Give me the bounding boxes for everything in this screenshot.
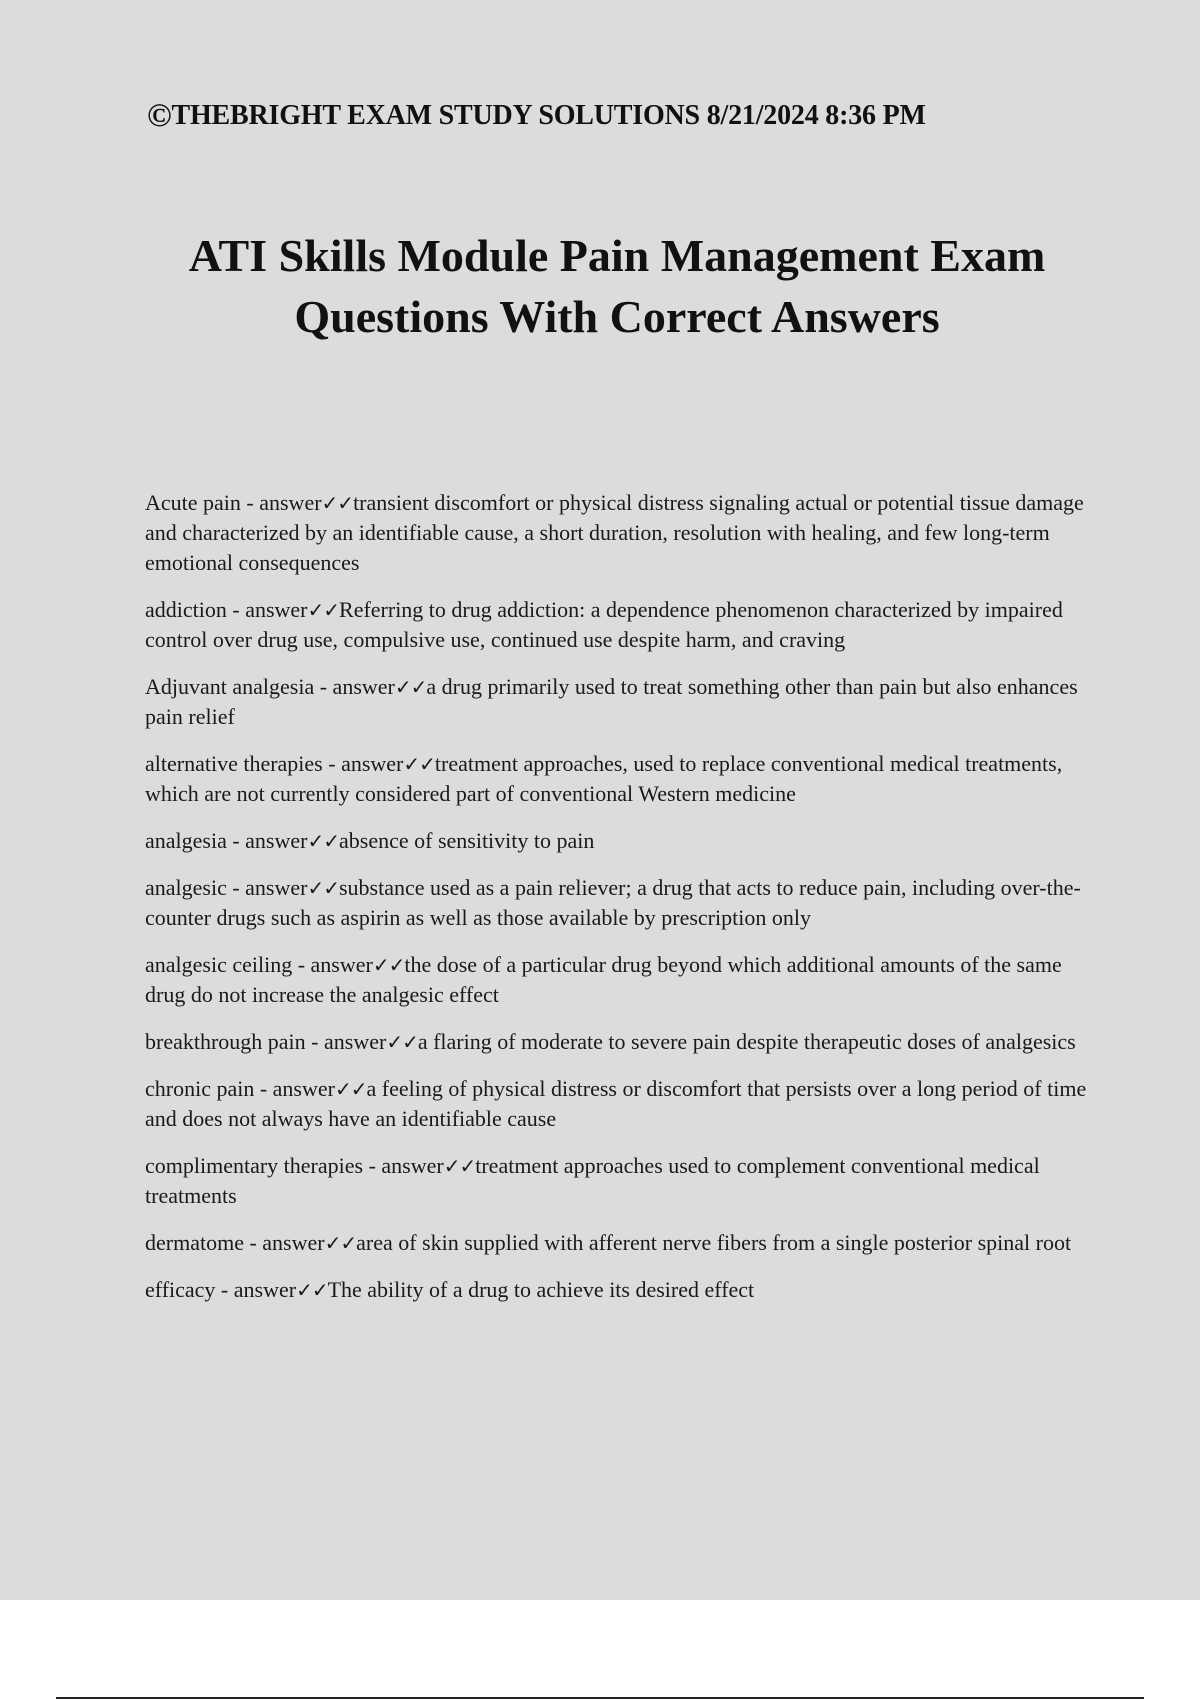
qa-item xyxy=(145,488,1090,578)
qa-item xyxy=(145,826,1090,856)
qa-term: efficacy - answer xyxy=(145,1277,297,1302)
qa-item xyxy=(145,1027,1090,1057)
double-check-icon: ✓✓ xyxy=(443,1154,476,1178)
qa-term: complimentary therapies - answer xyxy=(145,1153,444,1178)
document-title xyxy=(120,225,1114,347)
qa-definition: transient discomfort or physical distress signaling actual or potential tissue damage and characterized by an identifiable cause, a short duration, resolution with healing, and few long-term emotional consequences xyxy=(145,490,1084,575)
qa-definition: treatment approaches used to complement conventional medical treatments xyxy=(145,1153,1040,1208)
qa-item xyxy=(145,595,1090,655)
qa-definition: The ability of a drug to achieve its desired effect xyxy=(327,1277,755,1302)
qa-item xyxy=(145,873,1090,933)
qa-item xyxy=(145,1275,1090,1305)
title-line-1: ATI Skills Module Pain Management Exam xyxy=(188,230,1046,281)
double-check-icon: ✓✓ xyxy=(403,752,435,776)
qa-definition: a flaring of moderate to severe pain despite therapeutic doses of analgesics xyxy=(417,1029,1076,1054)
double-check-icon: ✓✓ xyxy=(296,1278,328,1302)
qa-item xyxy=(145,1228,1090,1258)
qa-definition: a drug primarily used to treat something other than pain but also enhances pain relief xyxy=(145,674,1078,729)
double-check-icon: ✓✓ xyxy=(307,829,339,853)
footer-divider xyxy=(56,1697,1144,1699)
qa-definition: Referring to drug addiction: a dependence phenomenon characterized by impaired control over drug use, compulsive use, continued use despite harm, and craving xyxy=(145,597,1063,652)
title-line-2: Questions With Correct Answers xyxy=(294,291,940,342)
qa-term: chronic pain - answer xyxy=(145,1076,335,1101)
header-text: THEBRIGHT EXAM STUDY SOLUTIONS 8/21/2024 8:36 PM xyxy=(171,100,926,131)
qa-term: analgesia - answer xyxy=(145,828,308,853)
qa-term: analgesic - answer xyxy=(145,875,308,900)
double-check-icon: ✓✓ xyxy=(324,1231,357,1255)
qa-list xyxy=(145,488,1090,1322)
qa-item xyxy=(145,672,1090,732)
double-check-icon: ✓✓ xyxy=(307,876,339,900)
double-check-icon: ✓✓ xyxy=(372,953,405,977)
double-check-icon: ✓✓ xyxy=(321,491,354,515)
double-check-icon: ✓✓ xyxy=(334,1077,367,1101)
qa-term: addiction - answer xyxy=(145,597,308,622)
qa-term: analgesic ceiling - answer xyxy=(145,952,373,977)
qa-definition: substance used as a pain reliever; a drug that acts to reduce pain, including over-the-counter drugs such as aspirin as well as those available by prescription only xyxy=(145,875,1081,930)
qa-term: alternative therapies - answer xyxy=(145,751,404,776)
qa-definition: absence of sensitivity to pain xyxy=(339,828,595,853)
qa-term: Adjuvant analgesia - answer xyxy=(145,674,395,699)
qa-term: Acute pain - answer xyxy=(145,490,322,515)
double-check-icon: ✓✓ xyxy=(394,675,427,699)
qa-definition: a feeling of physical distress or discomfort that persists over a long period of time and does not always have an identifiable cause xyxy=(145,1076,1087,1131)
page-header xyxy=(147,98,926,135)
qa-term: dermatome - answer xyxy=(145,1230,325,1255)
qa-definition: treatment approaches, used to replace conventional medical treatments, which are not currently considered part of conventional Western medicine xyxy=(145,751,1063,806)
double-check-icon: ✓✓ xyxy=(386,1030,418,1054)
qa-term: breakthrough pain - answer xyxy=(145,1029,387,1054)
qa-definition: the dose of a particular drug beyond which additional amounts of the same drug do not increase the analgesic effect xyxy=(145,952,1062,1007)
qa-item xyxy=(145,950,1090,1010)
qa-item xyxy=(145,749,1090,809)
copyright-icon: © xyxy=(147,98,172,134)
qa-definition: area of skin supplied with afferent nerve fibers from a single posterior spinal root xyxy=(356,1230,1072,1255)
double-check-icon: ✓✓ xyxy=(307,598,340,622)
qa-item xyxy=(145,1151,1090,1211)
qa-item xyxy=(145,1074,1090,1134)
